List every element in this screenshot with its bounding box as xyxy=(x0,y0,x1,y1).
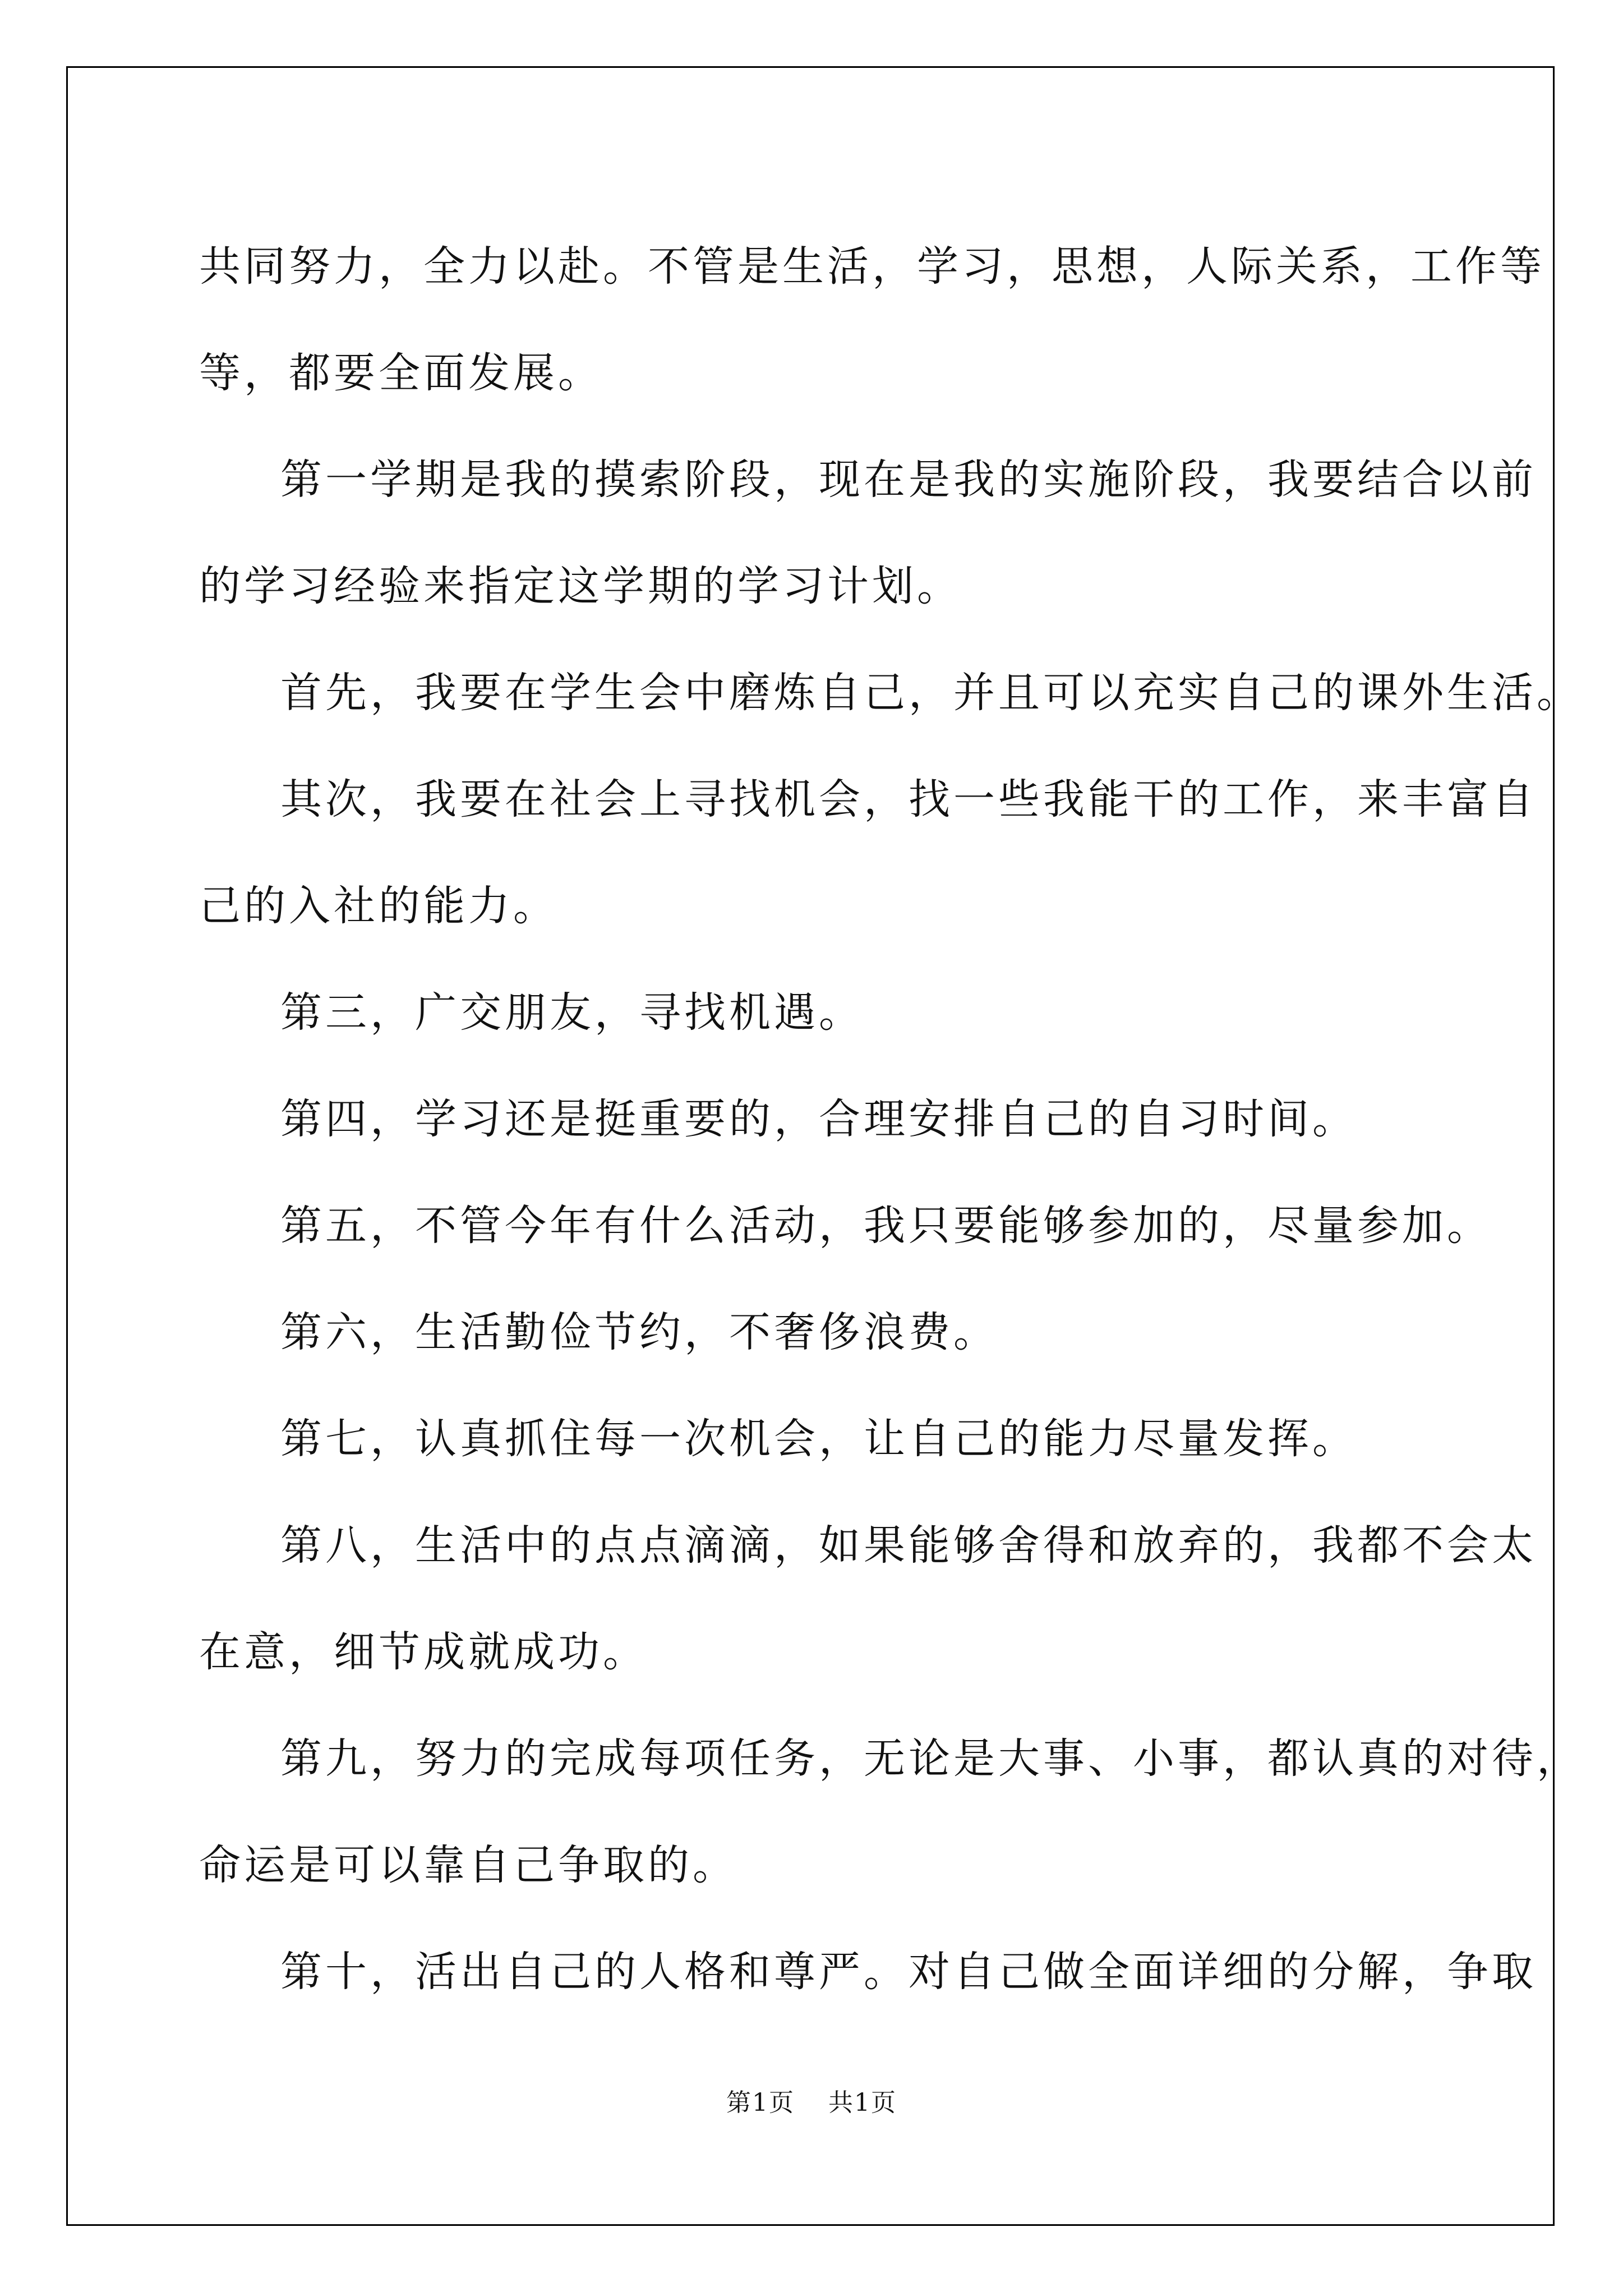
text-line: 第八，生活中的点点滴滴，如果能够舍得和放弃的，我都不会太 xyxy=(280,1521,1537,1570)
text-line: 共同努力，全力以赴。不管是生活，学习，思想，人际关系，工作等 xyxy=(199,242,1545,291)
text-line: 第七，认真抓住每一次机会，让自己的能力尽量发挥。 xyxy=(280,1415,1357,1463)
text-line: 第一学期是我的摸索阶段，现在是我的实施阶段，我要结合以前 xyxy=(280,455,1537,504)
text-line: 的学习经验来指定这学期的学习计划。 xyxy=(199,562,962,610)
text-line: 第五，不管今年有什么活动，我只要能够参加的，尽量参加。 xyxy=(280,1202,1492,1250)
text-line: 其次，我要在社会上寻找机会，找一些我能干的工作，来丰富自 xyxy=(280,775,1537,823)
text-line: 己的入社的能力。 xyxy=(199,882,558,930)
page-number-current: 第1页 xyxy=(726,2088,795,2117)
text-line: 在意，细节成就成功。 xyxy=(199,1628,648,1676)
page-number-total: 共1页 xyxy=(828,2088,897,2117)
text-line: 第九，努力的完成每项任务，无论是大事、小事，都认真的对待， xyxy=(280,1734,1581,1783)
page-footer xyxy=(0,2082,1623,2118)
text-line: 第十，活出自己的人格和尊严。对自己做全面详细的分解，争取 xyxy=(280,1948,1537,1996)
text-line: 首先，我要在学生会中磨炼自己，并且可以充实自己的课外生活。 xyxy=(280,669,1581,717)
document-body xyxy=(199,213,1581,2025)
text-line: 命运是可以靠自己争取的。 xyxy=(199,1841,737,1889)
text-line: 第四，学习还是挺重要的，合理安排自己的自习时间。 xyxy=(280,1095,1357,1143)
text-line: 第三，广交朋友，寻找机遇。 xyxy=(280,988,864,1037)
text-line: 等，都要全面发展。 xyxy=(199,349,603,397)
text-line: 第六，生活勤俭节约，不奢侈浪费。 xyxy=(280,1308,998,1356)
